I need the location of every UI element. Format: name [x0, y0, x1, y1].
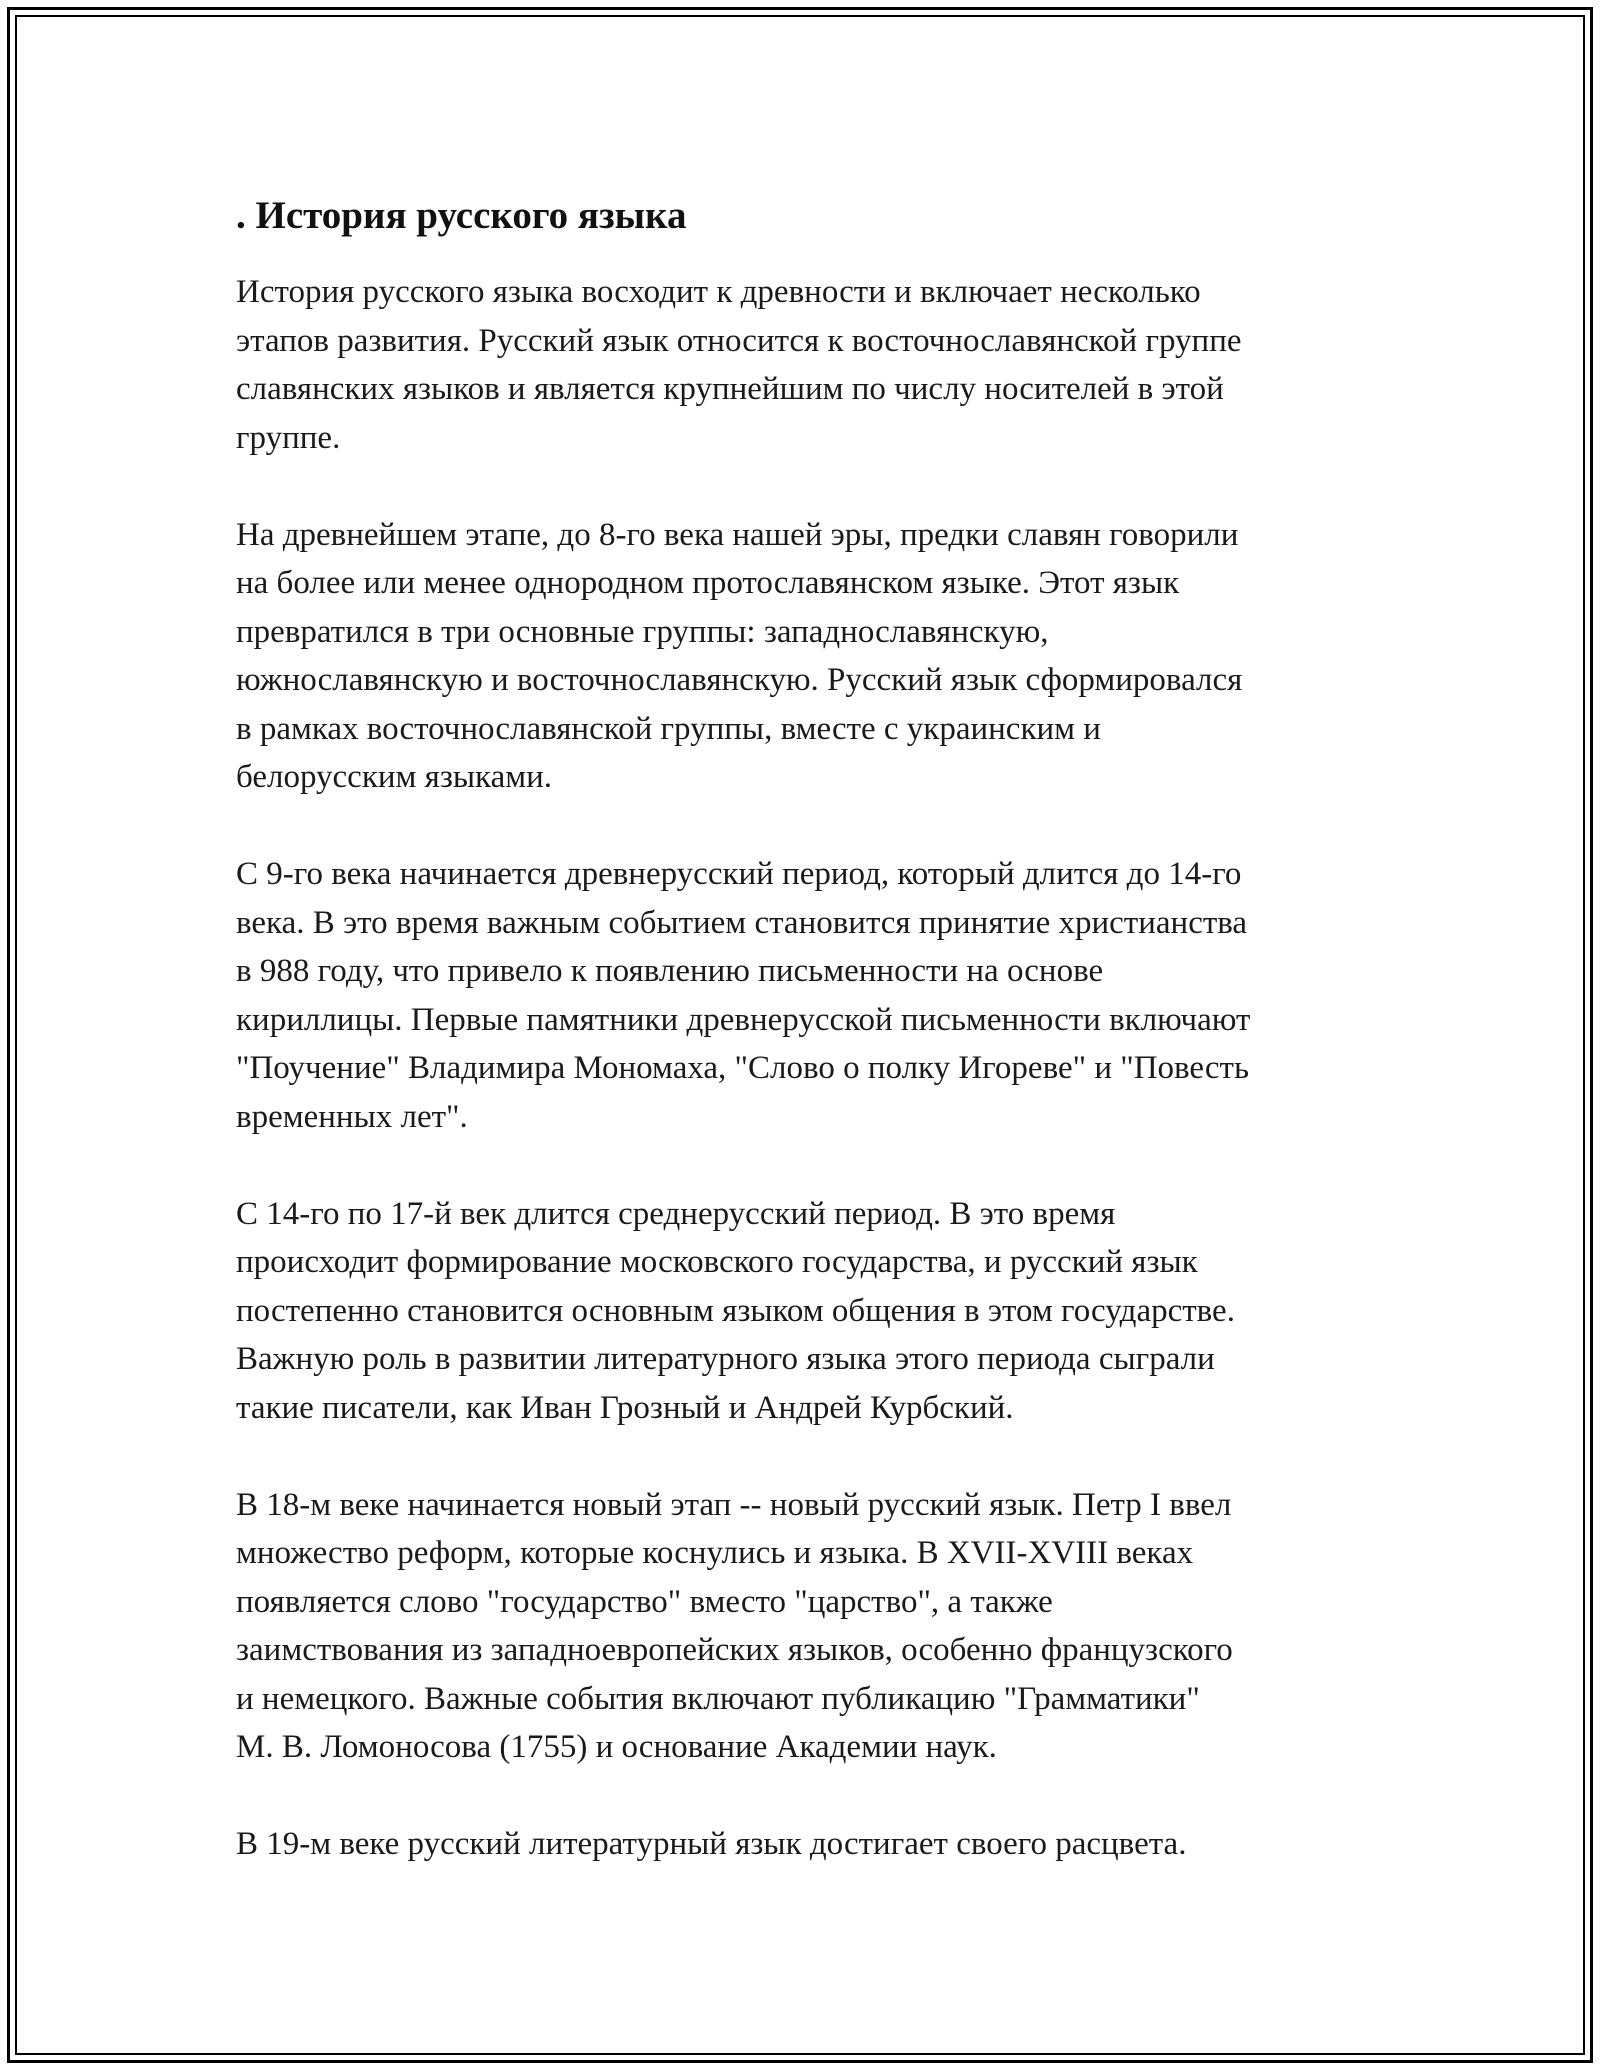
text-line: множество реформ, которые коснулись и языка. В XVII-XVIII веках [236, 1535, 1194, 1571]
text-line: В 18-м веке начинается новый этап -- новый русский язык. Петр I ввел [236, 1486, 1232, 1523]
paragraph-ancient-period [236, 511, 1376, 802]
text-line: временных лет". [236, 1098, 468, 1135]
text-line: такие писатели, как Иван Грозный и Андрей Курбский. [236, 1389, 1014, 1426]
text-line: История русского языка восходит к древности и включает несколько [236, 274, 1201, 310]
paragraph-18th-century [236, 1481, 1376, 1772]
text-line: С 14-го по 17-й век длится среднерусский период. В это время [236, 1195, 1116, 1232]
text-line: М. В. Ломоносова (1755) и основание Академии наук. [236, 1729, 997, 1765]
text-line: и немецкого. Важные события включают публикацию "Грамматики" [236, 1680, 1200, 1717]
paragraph-19th-century [236, 1820, 1376, 1869]
text-line: заимствования из западноевропейских языков, особенно французского [236, 1632, 1233, 1668]
text-line: группе. [236, 419, 341, 456]
text-line: Важную роль в развитии литературного языка этого периода сыграли [236, 1341, 1215, 1377]
text-line: в 988 году, что привело к появлению письменности на основе [236, 953, 1104, 989]
paragraph-intro [236, 268, 1376, 462]
document-title: . История русского языка [236, 194, 687, 237]
text-line: появляется слово "государство" вместо "царство", а также [236, 1583, 1053, 1620]
text-line: постепенно становится основным языком общения в этом государстве. [236, 1292, 1235, 1329]
text-line: этапов развития. Русский язык относится к восточнославянской группе [236, 322, 1242, 359]
text-line: славянских языков и является крупнейшим по числу носителей в этой [236, 371, 1224, 407]
text-line: на более или менее однородном протославянском языке. Этот язык [236, 565, 1180, 601]
text-line: превратился в три основные группы: западнославянскую, [236, 613, 1049, 650]
paragraph-middle-russian-period [236, 1190, 1376, 1433]
document-body [236, 188, 1376, 1869]
text-line: На древнейшем этапе, до 8-го века нашей эры, предки славян говорили [236, 516, 1239, 553]
paragraph-old-russian-period [236, 850, 1376, 1141]
text-line: происходит формирование московского государства, и русский язык [236, 1244, 1198, 1280]
text-line: белорусским языками. [236, 759, 553, 795]
text-line: "Поучение" Владимира Мономаха, "Слово о полку Игореве" и "Повесть [236, 1050, 1250, 1086]
text-line: кириллицы. Первые памятники древнерусской письменности включают [236, 1001, 1251, 1038]
text-line: южнославянскую и восточнославянскую. Русский язык сформировался [236, 662, 1243, 698]
text-line: в рамках восточнославянской группы, вместе с украинским и [236, 710, 1101, 747]
text-line: В 19-м веке русский литературный язык достигает своего расцвета. [236, 1826, 1187, 1862]
text-line: С 9-го века начинается древнерусский период, который длится до 14-го [236, 856, 1242, 892]
text-line: века. В это время важным событием становится принятие христианства [236, 904, 1248, 941]
